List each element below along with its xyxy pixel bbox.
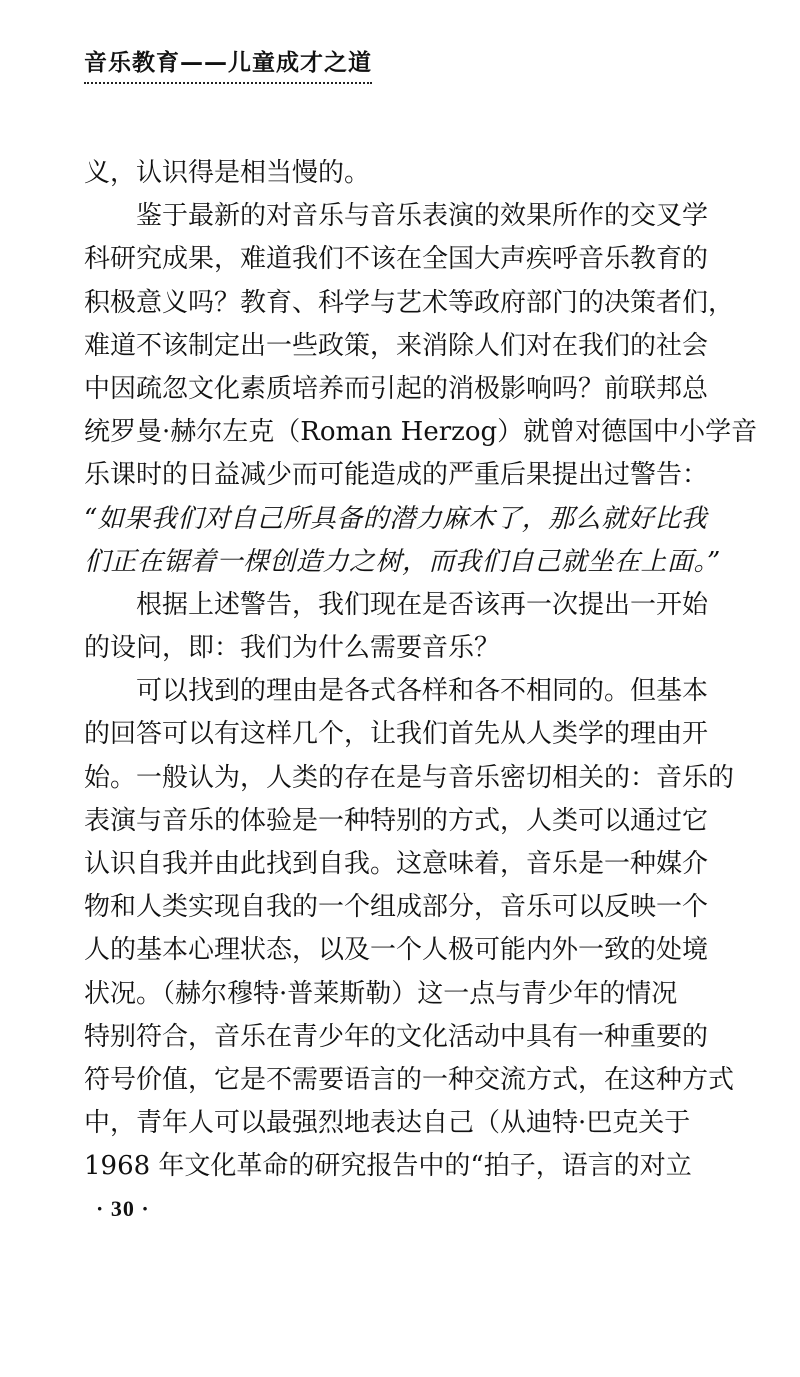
text-line-1: 义，认识得是相当慢的。 (84, 158, 371, 188)
text-line-19: 人的基本心理状态，以及一个人极可能内外一致的处境 (84, 935, 709, 966)
text-line-23: 中，青年人可以最强烈地表达自己（从迪特·巴克关于 (84, 1108, 691, 1139)
text-line-22: 符号价值，它是不需要语言的一种交流方式，在这种方式 (84, 1064, 735, 1095)
text-line-20: 状况。（赫尔穆特·普莱斯勒）这一点与青少年的情况 (84, 978, 678, 1009)
running-header: 音乐教育——儿童成才之道 (84, 50, 372, 76)
text-line-14: 的回答可以有这样几个，让我们首先从人类学的理由开 (84, 719, 709, 750)
text-line-24: 1968 年文化革命的研究报告中的“拍子，语言的对立 (84, 1151, 692, 1182)
text-line-3: 科研究成果，难道我们不该在全国大声疾呼音乐教育的 (84, 244, 709, 275)
text-line-4: 积极意义吗？教育、科学与艺术等政府部门的决策者们， (84, 287, 735, 318)
body-text (84, 152, 758, 1189)
text-line-13: 可以找到的理由是各式各样和各不相同的。但基本 (136, 676, 709, 707)
text-line-17: 认识自我并由此找到自我。这意味着，音乐是一种媒介 (84, 849, 709, 879)
text-line-11: 根据上述警告，我们现在是否该再一次提出一开始 (136, 589, 709, 620)
text-line-21: 特别符合，音乐在青少年的文化活动中具有一种重要的 (84, 1021, 709, 1052)
text-line-5: 难道不该制定出一些政策，来消除人们对在我们的社会 (84, 330, 709, 361)
header-dotted-rule (84, 82, 372, 84)
text-line-8: 乐课时的日益减少而可能造成的严重后果提出过警告： (84, 460, 709, 491)
quote-line-2: 们正在锯着一棵创造力之树，而我们自己就坐在上面。” (84, 546, 721, 577)
quote-line-1: “如果我们对自己所具备的潜力麻木了，那么就好比我 (84, 503, 708, 534)
text-line-7: 统罗曼·赫尔左克（Roman Herzog）就曾对德国中小学音 (84, 417, 758, 448)
text-line-15: 始。一般认为，人类的存在是与音乐密切相关的：音乐的 (84, 762, 735, 793)
text-line-18: 物和人类实现自我的一个组成部分，音乐可以反映一个 (84, 892, 709, 923)
text-line-12: 的设问，即：我们为什么需要音乐？ (84, 633, 501, 664)
text-line-2: 鉴于最新的对音乐与音乐表演的效果所作的交叉学 (136, 201, 709, 232)
text-line-6: 中因疏忽文化素质培养而引起的消极影响吗？前联邦总 (84, 373, 709, 404)
text-line-16: 表演与音乐的体验是一种特别的方式，人类可以通过它 (84, 805, 709, 836)
page-number: · 30 · (96, 1196, 150, 1221)
